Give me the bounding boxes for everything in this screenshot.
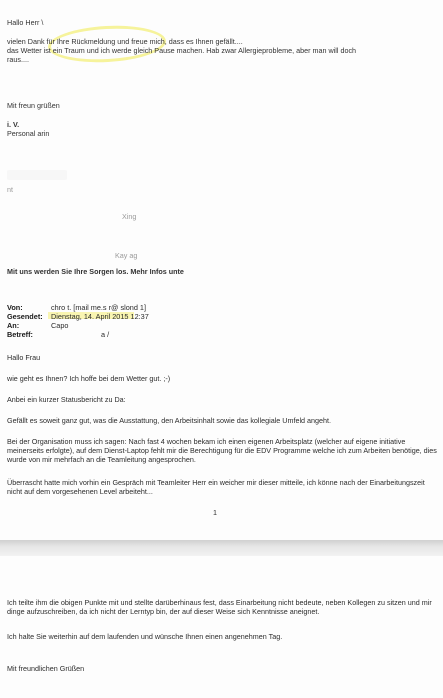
body-paragraph-6: Ich teilte ihm die obigen Punkte mit und stellte darüberhinaus fest, dass Einarbeitung nicht bedeute, neben Kollegen zu sitzen und mir dinge aufzuschreiben, da ich nicht der Lerntyp bin, der auf dieser Weise sich Kenntnisse aneignet. <box>7 598 432 616</box>
email-line-1: vielen Dank für Ihre Rückmeldung und freue mich, dass es Ihnen gefällt.... <box>7 37 243 46</box>
body-paragraph-7: Ich halte Sie weiterhin auf dem laufenden und wünsche Ihnen einen angenehmen Tag. <box>7 632 283 641</box>
header-an <box>7 321 68 330</box>
body-paragraph-1: wie geht es Ihnen? Ich hoffe bei dem Wetter gut. ;-) <box>7 374 171 383</box>
gesendet-label: Gesendet: <box>7 312 43 321</box>
body-paragraph-5: Überrascht hatte mich vorhin ein Gespräch mit Teamleiter Herr ein weicher mir dieser mitteile, ich könne nach der Einarbeitungszeit nicht auf dem vorgesehenen Level arbeiteht... <box>7 478 425 496</box>
slogan-line: Mit uns werden Sie Ihre Sorgen los. Mehr Infos unte <box>7 267 184 276</box>
header-von <box>7 303 146 312</box>
signature-iv: i. V. <box>7 120 20 129</box>
an-label: An: <box>7 321 20 330</box>
body-greeting: Hallo Frau <box>7 353 41 362</box>
body-paragraph-3: Gefällt es soweit ganz gut, was die Ausstattung, den Arbeitsinhalt sowie das kollegiale Umfeld angeht. <box>7 416 332 425</box>
header-betreff <box>7 330 109 339</box>
body-paragraph-2: Anbei ein kurzer Statusbericht zu Da: <box>7 395 126 404</box>
signature-role: Personal arin <box>7 129 50 138</box>
betreff-label: Betreff: <box>7 330 33 339</box>
faint-text-b: Xing <box>122 212 137 221</box>
closing-line: Mit freundlichen Grüßen <box>7 664 85 673</box>
an-value: Capo <box>51 321 69 330</box>
faint-text-c: Kay ag <box>115 251 138 260</box>
von-value: chro t. [mail me.s r@ slond 1] <box>51 303 146 312</box>
document-page-2 <box>0 556 443 698</box>
gesendet-value: Dienstag, 14. April 2015 12:37 <box>51 312 149 321</box>
email-line-3: raus.... <box>7 55 29 64</box>
email-line-2: das Wetter ist ein Traum und ich werde gleich Pause machen. Hab zwar Allergieprobleme, aber man will doch <box>7 46 357 55</box>
faint-text-a: nt <box>7 185 13 194</box>
header-gesendet <box>7 312 149 321</box>
regards-line: Mit freun grüßen <box>7 101 60 110</box>
betreff-value: a / <box>101 330 110 339</box>
page-number: 1 <box>213 508 217 517</box>
von-label: Von: <box>7 303 23 312</box>
email-greeting: Hallo Herr \ <box>7 18 44 27</box>
body-paragraph-4: Bei der Organisation muss ich sagen: Nach fast 4 wochen bekam ich einen eigenen Arbeitsplatz (welcher auf eigene initiative meinerseits erfolgte), auf dem Dienst-Laptop fehlt mir die Berechtigung für die EDV Programme welche ich zum Arbeiten benötige, dies wurde von mir mehrfach an die Teamleitung angesprochen. <box>7 437 437 464</box>
page-break <box>0 540 443 556</box>
redacted-block <box>7 170 67 180</box>
